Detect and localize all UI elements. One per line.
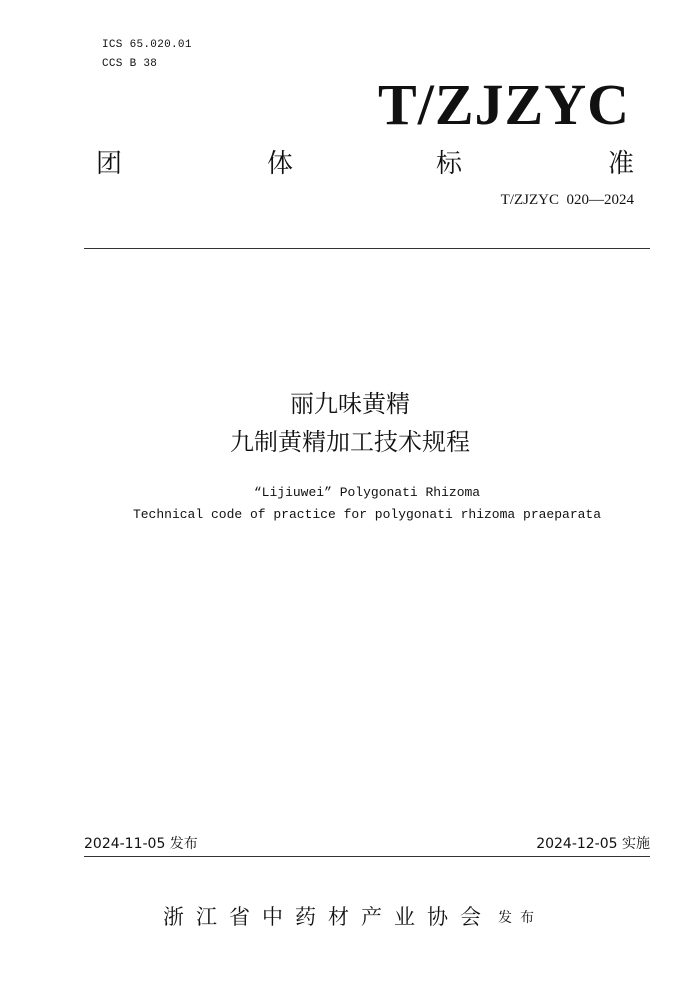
standard-kind-char: 准 xyxy=(608,149,635,179)
header-divider xyxy=(84,248,650,249)
publish-date: 2024-11-05 发布 xyxy=(84,836,198,852)
footer-divider xyxy=(84,856,650,857)
standard-kind-char: 体 xyxy=(267,149,294,179)
ccs-code: CCS B 38 xyxy=(102,58,158,70)
publisher-name: 浙江省中药材产业协会 xyxy=(163,905,493,929)
standard-kind xyxy=(96,146,634,182)
implement-date: 2024-12-05 实施 xyxy=(536,836,650,852)
standard-prefix: T/ZJZYC xyxy=(378,72,630,137)
title-zh-line1: 丽九味黄精 xyxy=(290,390,410,418)
standard-kind-char: 标 xyxy=(436,149,463,179)
standard-code: T/ZJZYC 020—2024 xyxy=(500,192,634,208)
standard-kind-char: 团 xyxy=(96,149,123,179)
title-en-line1: “Lijiuwei” Polygonati Rhizoma xyxy=(253,485,481,500)
title-zh-line2: 九制黄精加工技术规程 xyxy=(230,428,470,456)
ics-code: ICS 65.020.01 xyxy=(102,39,192,51)
title-en-line2: Technical code of practice for polygonati rhizoma praeparata xyxy=(132,507,602,522)
ics-ccs-block xyxy=(102,36,192,74)
publish-label: 发布 xyxy=(498,910,542,926)
